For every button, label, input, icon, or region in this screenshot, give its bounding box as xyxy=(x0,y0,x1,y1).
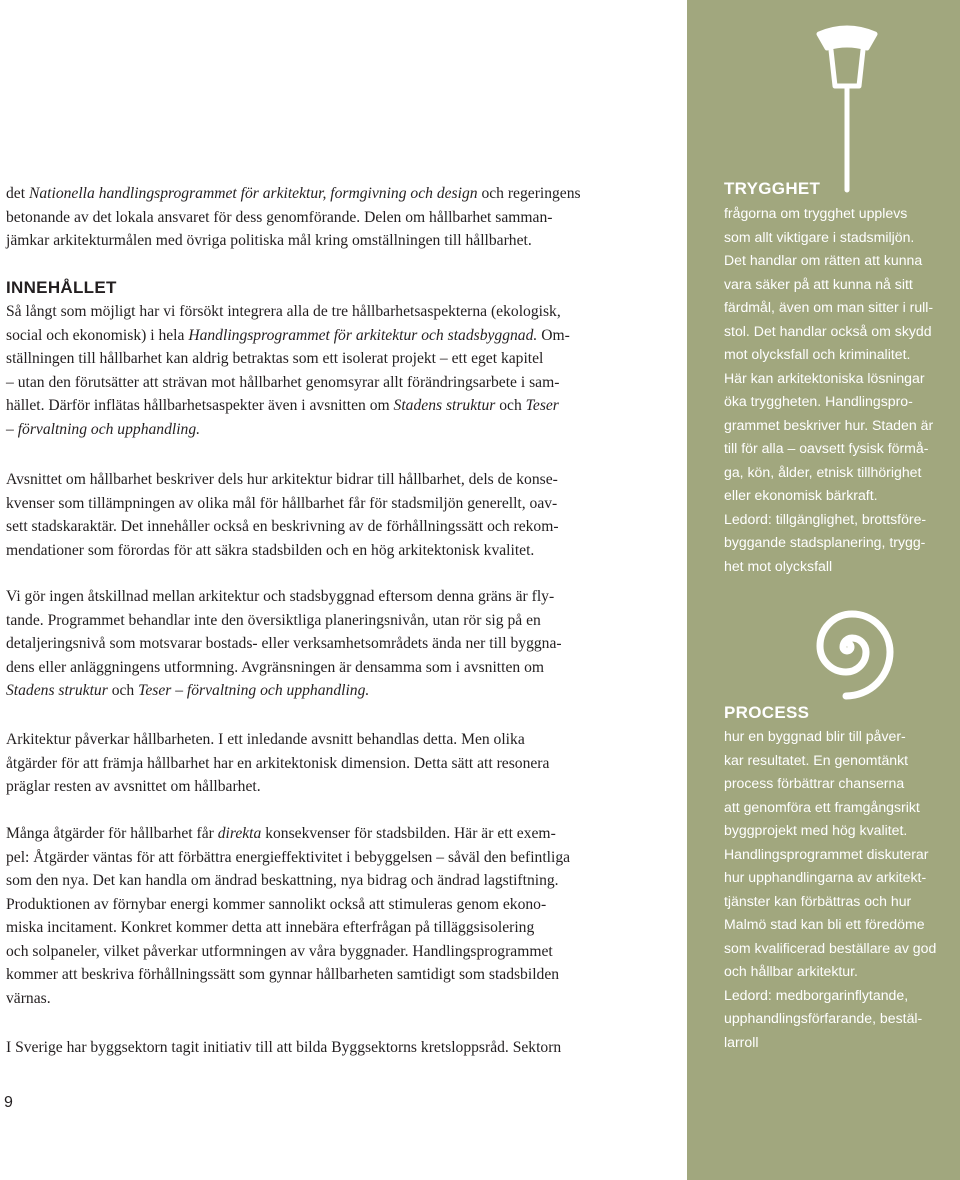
italic-title: Teser xyxy=(525,397,559,414)
sidebar-line: grammet beskriver hur. Staden är xyxy=(724,416,934,433)
trygghet-text xyxy=(724,202,933,578)
sidebar-line: öka tryggheten. Handlingspro- xyxy=(724,393,913,409)
content-paragraph-4 xyxy=(6,728,549,799)
text-run: hället. Därför inflätas hållbarhetsaspekter även i avsnitten om xyxy=(6,397,394,414)
text-run: och regeringens xyxy=(477,185,581,202)
text-line: Arkitektur påverkar hållbarheten. I ett inledande avsnitt behandlas detta. Men olika xyxy=(6,731,525,748)
process-text xyxy=(724,725,936,1054)
text-line xyxy=(6,371,570,395)
sidebar-line: hur en byggnad blir till påver- xyxy=(724,728,906,744)
text-line: I Sverige har byggsektorn tagit initiativ till att bilda Byggsektorns kretsloppsråd. Sektorn xyxy=(6,1039,562,1056)
text-run: jämkar arkitekturmålen med övriga politiska mål kring omställningen till hållbarhet. xyxy=(6,232,532,249)
sidebar-line: process förbättrar chanserna xyxy=(724,775,905,791)
content-paragraph-3 xyxy=(6,585,562,703)
sidebar-line: färdmål, även om man sitter i rull- xyxy=(724,299,934,315)
street-lamp-icon xyxy=(809,20,889,200)
sidebar-line: byggprojekt med hög kvalitet. xyxy=(724,822,908,838)
intro-paragraph xyxy=(6,182,581,253)
trygghet-heading: TRYGGHET xyxy=(724,179,821,198)
text-run: social och ekonomisk) i hela xyxy=(6,326,189,344)
text-run: Om- xyxy=(537,326,570,344)
sidebar-line: hur upphandlingarna av arkitekt- xyxy=(724,869,927,885)
sidebar-line: Det handlar om rätten att kunna xyxy=(724,252,923,268)
text-run: värnas. xyxy=(6,989,51,1007)
text-line: mendationer som förordas för att säkra stadsbilden och en hög arkitektonisk kvalitet. xyxy=(6,541,535,559)
text-run: och xyxy=(107,682,139,699)
sidebar-line: byggande stadsplanering, trygg- xyxy=(724,534,926,550)
text-line xyxy=(6,585,562,609)
sidebar-line: Ledord: tillgänglighet, brottsföre- xyxy=(724,510,927,527)
text-run: kommer att beskriva förhållningssätt som gynnar hållbarheten samtidigt som stadsbilden xyxy=(6,966,560,983)
text-line xyxy=(6,182,581,206)
text-run: det xyxy=(6,185,29,202)
text-run: Så långt som möjligt har vi försökt integrera alla de tre hållbarhetsaspekterna (ekologisk, xyxy=(6,303,561,320)
sidebar-line: Här kan arkitektoniska lösningar xyxy=(724,369,925,386)
text-run: konsekvenser för stadsbilden. Här är ett exem- xyxy=(261,825,556,842)
text-run: detaljeringsnivå som motsvarar bostads- eller verksamhetsområdets ända ner till byggna- xyxy=(6,635,562,652)
spiral-icon xyxy=(792,592,902,702)
sidebar-line: Ledord: medborgarinflytande, xyxy=(724,986,909,1003)
text-run: Många åtgärder för hållbarhet får xyxy=(6,825,218,842)
text-line xyxy=(6,963,570,987)
text-line xyxy=(6,916,570,940)
sidebar-line: mot olycksfall och kriminalitet. xyxy=(724,346,911,362)
text-line xyxy=(6,679,562,703)
text-line xyxy=(6,869,570,893)
sidebar-line: upphandlingsförfarande, bestäl- xyxy=(724,1010,923,1026)
text-line xyxy=(6,418,570,442)
sidebar-line: larroll xyxy=(724,1033,759,1050)
text-line xyxy=(6,656,562,680)
text-line xyxy=(6,632,562,656)
italic-title: direkta xyxy=(217,825,262,842)
sidebar-line: het mot olycksfall xyxy=(724,557,833,574)
sidebar-panel xyxy=(687,0,960,1180)
sidebar-line: vara säker på att kunna nå sitt xyxy=(724,275,913,292)
italic-title: Teser – förvaltning och upphandling. xyxy=(138,682,370,699)
text-run: dens eller anläggningens utformning. Avgränsningen är densamma som i avsnitten om xyxy=(6,658,545,676)
text-run: tande. Programmet behandlar inte den översiktliga planeringsnivån, utan rör sig på en xyxy=(6,611,541,629)
text-line xyxy=(6,893,570,917)
content-paragraph-2 xyxy=(6,468,559,562)
text-line xyxy=(6,822,570,846)
italic-title: – förvaltning och upphandling. xyxy=(6,420,201,438)
section-heading: INNEHÅLLET xyxy=(6,278,117,297)
text-line: åtgärder för att främja hållbarhet har en arkitektonisk dimension. Detta sätt att resonera xyxy=(6,754,550,772)
text-run: Vi gör ingen åtskillnad mellan arkitektur och stadsbyggnad eftersom denna gräns är fly- xyxy=(6,588,555,605)
text-line xyxy=(6,846,570,870)
text-line: kvenser som tillämpningen av olika mål för hållbarhet får för stadsmiljön generellt, oav- xyxy=(6,494,558,512)
text-run: och xyxy=(495,397,526,414)
text-run: som den nya. Det kan handla om ändrad beskattning, nya bidrag och ändrad lagstiftning. xyxy=(6,872,559,889)
italic-title: Stadens struktur xyxy=(6,682,108,699)
italic-title: Handlingsprogrammet för arkitektur och stadsbyggnad. xyxy=(188,326,538,344)
italic-title: Stadens struktur xyxy=(393,397,496,414)
sidebar-line: eller ekonomisk bärkraft. xyxy=(724,487,878,503)
sidebar-line: att genomföra ett framgångsrikt xyxy=(724,798,920,815)
text-run: miska incitament. Konkret kommer detta att innebära efterfrågan på tilläggsisolering xyxy=(6,919,535,936)
text-line xyxy=(6,394,570,418)
sidebar-line: som allt viktigare i stadsmiljön. xyxy=(724,228,915,245)
sidebar-line: och hållbar arkitektur. xyxy=(724,963,858,979)
sidebar-line: till för alla – oavsett fysisk förmå- xyxy=(724,440,929,456)
text-line xyxy=(6,324,570,348)
text-run: och solpaneler, vilket påverkar utformningen av våra byggnader. Handlingsprogrammet xyxy=(6,942,553,960)
text-line xyxy=(6,206,581,230)
text-line xyxy=(6,987,570,1011)
sidebar-line: Handlingsprogrammet diskuterar xyxy=(724,845,929,862)
sidebar-line: Malmö stad kan bli ett föredöme xyxy=(724,916,925,932)
text-run: – utan den förutsätter att strävan mot hållbarhet genomsyrar allt förändringsarbete i sam- xyxy=(6,373,560,391)
page-number: 9 xyxy=(4,1094,13,1111)
sidebar-line: kar resultatet. En genomtänkt xyxy=(724,751,909,768)
text-line xyxy=(6,347,570,371)
text-run: Produktionen av förnybar energi kommer sannolikt också att stimuleras genom ekono- xyxy=(6,895,547,913)
text-line xyxy=(6,300,570,324)
text-run: betonande av det lokala ansvaret för dess genomförande. Delen om hållbarhet samman- xyxy=(6,208,553,226)
sidebar-line: frågorna om trygghet upplevs xyxy=(724,205,908,221)
text-line xyxy=(6,609,562,633)
text-line: sett stadskaraktär. Det innehåller också en beskrivning av de förhållningssätt och rekom- xyxy=(6,518,559,535)
text-line xyxy=(6,940,570,964)
content-paragraph-5 xyxy=(6,822,570,1010)
sidebar-line: tjänster kan förbättras och hur xyxy=(724,892,912,909)
text-run: ställningen till hållbarhet kan aldrig betraktas som ett isolerat projekt – ett eget kapitel xyxy=(6,350,544,367)
sidebar-line: ga, kön, ålder, etnisk tillhörighet xyxy=(724,463,922,480)
sidebar-line: stol. Det handlar också om skydd xyxy=(724,322,932,339)
text-line: Avsnittet om hållbarhet beskriver dels hur arkitektur bidrar till hållbarhet, dels de konse- xyxy=(6,471,558,488)
text-run: pel: Åtgärder väntas för att förbättra energieffektivitet i bebyggelsen – såväl den befintliga xyxy=(6,848,571,866)
content-paragraph-6 xyxy=(6,1036,561,1060)
text-line: präglar resten av avsnittet om hållbarhet. xyxy=(6,778,261,795)
text-line xyxy=(6,229,581,253)
process-heading: PROCESS xyxy=(724,703,810,722)
italic-title: Nationella handlingsprogrammet för arkitektur, formgivning och design xyxy=(28,185,478,202)
content-paragraph-1 xyxy=(6,300,570,441)
sidebar-line: som kvalificerad beställare av god xyxy=(724,939,937,956)
